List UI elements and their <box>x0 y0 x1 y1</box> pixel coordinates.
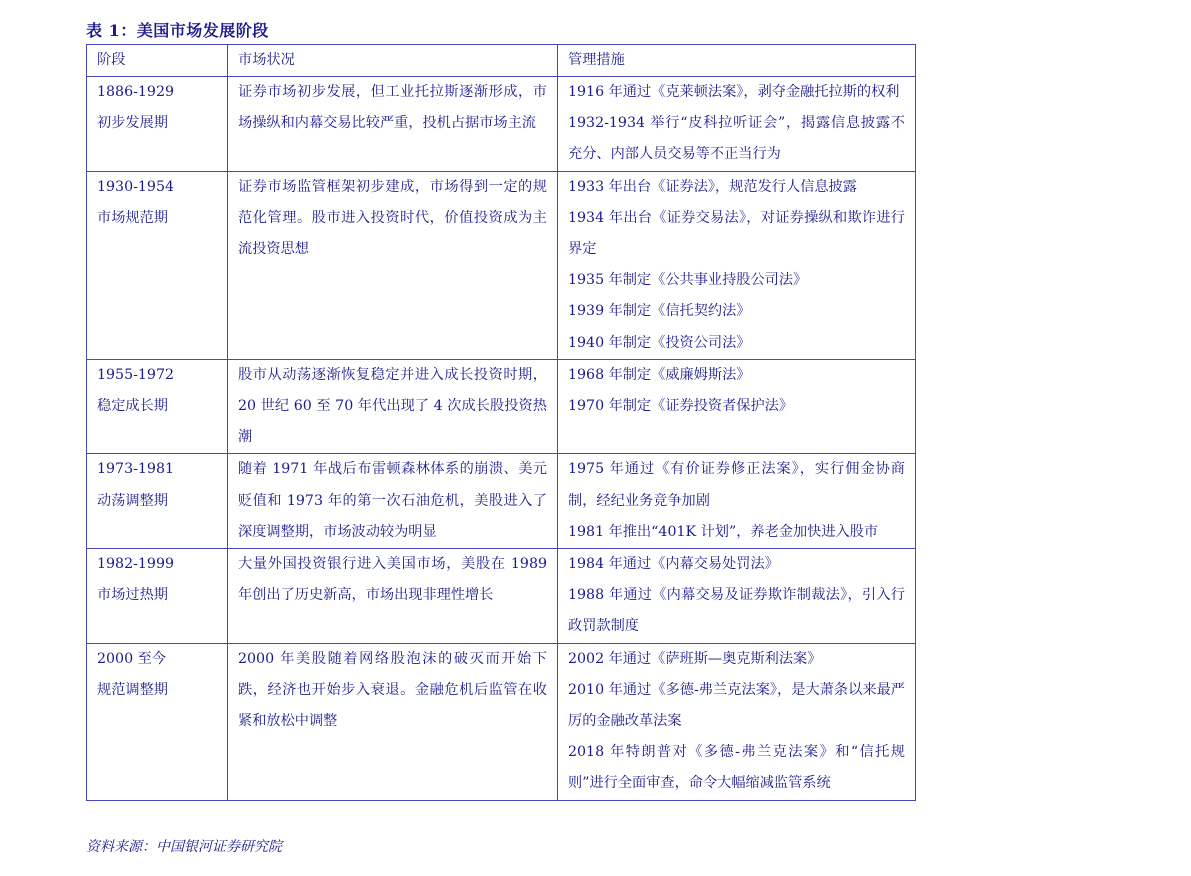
stage-name: 稳定成长期 <box>97 398 168 415</box>
measure-item: 1970 年制定《证券投资者保护法》 <box>568 398 794 415</box>
measure-item: 1933 年出台《证券法》，规范发行人信息披露 <box>568 178 857 195</box>
measure-item: 1916 年通过《克莱顿法案》，剥夺金融托拉斯的权利 <box>568 84 900 100</box>
measure-item: 2002 年通过《萨班斯—奥克斯利法案》 <box>568 650 822 667</box>
status-text: 股市从动荡逐渐恢复稳定并进入成长投资时期，20 世纪 60 至 70 年代出现了 4 次成长股投资热潮 <box>238 366 547 446</box>
table-row <box>87 643 916 800</box>
stage-cell <box>87 359 228 454</box>
table-header <box>87 45 916 77</box>
measure-item: 1968 年制定《威廉姆斯法》 <box>568 366 751 383</box>
status-cell <box>228 549 558 644</box>
status-cell <box>228 454 558 549</box>
header-market-status: 市场状况 <box>228 45 558 77</box>
header-stage: 阶段 <box>87 45 228 77</box>
header-measures: 管理措施 <box>558 45 916 77</box>
period-range: 1930-1954 <box>97 178 175 195</box>
measure-item: 1984 年通过《内幕交易处罚法》 <box>568 556 779 573</box>
status-text: 2000 年美股随着网络股泡沫的破灭而开始下跌，经济也开始步入衰退。金融危机后监管在收紧和放松中调整 <box>238 650 547 730</box>
measure-item: 2018 年特朗普对《多德-弗兰克法案》和“信托规则”进行全面审查，命令大幅缩减监管系统 <box>568 744 905 792</box>
measure-item: 1935 年制定《公共事业持股公司法》 <box>568 272 808 289</box>
measures-cell <box>558 171 916 359</box>
table-row <box>87 454 916 549</box>
stage-name: 市场过热期 <box>97 587 168 604</box>
stage-cell <box>87 77 228 172</box>
measure-item: 1939 年制定《信托契约法》 <box>568 303 751 320</box>
status-text: 证券市场监管框架初步建成，市场得到一定的规范化管理。股市进入投资时代，价值投资成为主流投资思想 <box>238 178 547 258</box>
measure-item: 1940 年制定《投资公司法》 <box>568 334 751 351</box>
status-cell <box>228 643 558 800</box>
measures-cell <box>558 643 916 800</box>
stage-name: 规范调整期 <box>97 681 168 698</box>
period-range: 1955-1972 <box>97 366 175 383</box>
measures-cell <box>558 454 916 549</box>
stage-cell <box>87 454 228 549</box>
table-row <box>87 77 916 172</box>
status-text: 证券市场初步发展，但工业托拉斯逐渐形成，市场操纵和内幕交易比较严重，投机占据市场主流 <box>238 84 547 132</box>
status-text: 大量外国投资银行进入美国市场，美股在 1989 年创出了历史新高，市场出现非理性增长 <box>238 556 547 604</box>
measure-item: 1975 年通过《有价证券修正法案》，实行佣金协商制，经纪业务竞争加剧 <box>568 461 905 509</box>
period-range: 2000 至今 <box>97 650 166 667</box>
measure-item: 1988 年通过《内幕交易及证券欺诈制裁法》，引入行政罚款制度 <box>568 587 905 635</box>
stage-cell <box>87 549 228 644</box>
status-cell <box>228 77 558 172</box>
stage-cell <box>87 643 228 800</box>
stage-name: 初步发展期 <box>97 115 168 132</box>
measures-cell <box>558 549 916 644</box>
table-row <box>87 171 916 359</box>
measure-item: 2010 年通过《多德-弗兰克法案》，是大萧条以来最严厉的金融改革法案 <box>568 681 905 730</box>
stage-cell <box>87 171 228 359</box>
table-body <box>87 77 916 801</box>
header-row <box>87 45 916 77</box>
table-caption: 表 1：美国市场发展阶段 <box>86 21 269 40</box>
table-row <box>87 359 916 454</box>
measure-item: 1932-1934 举行“皮科拉听证会”，揭露信息披露不充分、内部人员交易等不正当行为 <box>568 115 905 163</box>
measures-cell <box>558 359 916 454</box>
stage-name: 市场规范期 <box>97 209 168 226</box>
status-cell <box>228 171 558 359</box>
period-range: 1973-1981 <box>97 461 175 478</box>
period-range: 1886-1929 <box>97 84 175 100</box>
status-text: 随着 1971 年战后布雷顿森林体系的崩溃、美元贬值和 1973 年的第一次石油危机，美股进入了深度调整期，市场波动较为明显 <box>238 461 547 540</box>
measures-cell <box>558 77 916 172</box>
market-stages-table <box>86 44 916 801</box>
measure-item: 1934 年出台《证券交易法》，对证券操纵和欺诈进行界定 <box>568 209 905 258</box>
period-range: 1982-1999 <box>97 556 175 573</box>
measure-item: 1981 年推出“401K 计划”，养老金加快进入股市 <box>568 523 879 540</box>
stage-name: 动荡调整期 <box>97 492 168 509</box>
table-row <box>87 549 916 644</box>
status-cell <box>228 359 558 454</box>
source-note: 资料来源：中国银河证券研究院 <box>86 839 282 855</box>
